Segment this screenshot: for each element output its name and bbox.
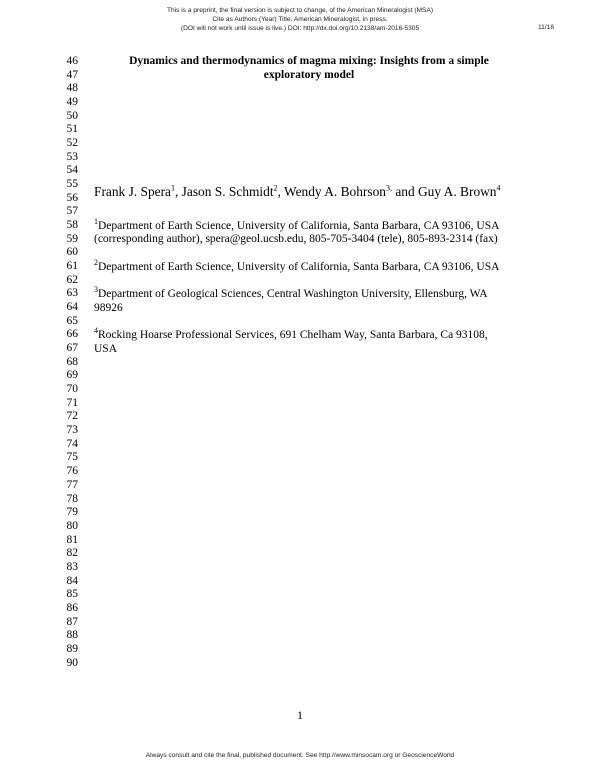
line-number: 55	[66, 178, 78, 191]
line-number: 89	[66, 642, 78, 655]
affiliation-3-line-2: 98926	[94, 301, 123, 314]
author-3: , Wendy A. Bohrson	[277, 184, 386, 199]
line-number: 57	[66, 205, 78, 218]
line-number: 79	[66, 506, 78, 519]
paper-title-line-1: Dynamics and thermodynamics of magma mixing: Insights from a simple	[129, 55, 489, 67]
affiliation-1-text: Department of Earth Science, University of California, Santa Barbara, CA 93106, USA	[98, 219, 500, 232]
affiliation-4-line-1	[94, 326, 488, 343]
line-number: 77	[66, 478, 78, 491]
line-number: 88	[66, 629, 78, 642]
line-number: 70	[66, 383, 78, 396]
affiliation-1-line-1	[94, 216, 500, 234]
paper-title-line-2: exploratory model	[263, 68, 355, 81]
header-line-1: This is a preprint, the final version is subject to change, of the American Mineralogist (MSA)	[166, 7, 434, 14]
line-number: 74	[66, 437, 78, 450]
line-number: 83	[66, 560, 78, 573]
affiliation-1-marker: 1	[94, 216, 98, 226]
line-number: 87	[66, 615, 78, 628]
line-number: 85	[66, 588, 78, 601]
line-number: 67	[66, 342, 78, 355]
line-number: 49	[66, 96, 78, 109]
page-number: 1	[297, 708, 303, 722]
line-number: 71	[66, 396, 78, 409]
line-number-gutter	[48, 55, 78, 670]
line-number: 68	[66, 355, 78, 368]
line-number: 78	[66, 492, 78, 505]
line-number: 69	[66, 369, 78, 382]
line-number: 48	[66, 82, 78, 95]
line-number: 47	[66, 68, 78, 81]
affiliation-3-text: Department of Geological Sciences, Central Washington University, Ellensburg, WA	[98, 288, 488, 301]
line-number: 53	[66, 150, 78, 163]
header-line-3: (DOI will not work until issue is live.) DOI: http://dx.doi.org/10.2138/am-2016-5305	[180, 25, 420, 32]
line-number: 81	[66, 533, 78, 546]
author-4: and Guy A. Brown	[391, 184, 497, 199]
line-number: 76	[66, 465, 78, 478]
page-reference: 11/18	[537, 24, 554, 31]
header-line-2: Cite as Authors (Year) Title. American Mineralogist, in press.	[212, 16, 388, 23]
affiliation-4-line-2: USA	[94, 342, 118, 355]
affiliation-3-line-1	[94, 285, 488, 302]
author-3-affil: 3,	[385, 183, 392, 193]
author-1: Frank J. Spera	[94, 184, 171, 199]
line-number: 59	[66, 232, 78, 245]
line-number: 73	[66, 424, 78, 437]
line-number: 90	[66, 656, 78, 669]
citation-footer: Always consult and cite the final, published document. See http://www.minsocam.org or GeoscienceWorld	[145, 752, 455, 759]
line-number: 50	[66, 109, 78, 122]
affiliation-2-line-1	[94, 257, 500, 275]
author-list	[94, 185, 501, 199]
line-number: 56	[66, 191, 78, 204]
line-number: 46	[66, 55, 78, 67]
author-1-affil: 1	[170, 183, 175, 193]
author-4-affil: 4	[496, 183, 501, 193]
line-number: 60	[66, 246, 78, 259]
line-number: 51	[66, 123, 78, 136]
affiliation-4-text: Rocking Hoarse Professional Services, 691 Chelham Way, Santa Barbara, Ca 93108,	[98, 329, 488, 342]
author-2: , Jason S. Schmidt	[174, 184, 274, 199]
line-number: 54	[66, 164, 78, 177]
affiliation-1-line-2: (corresponding author), spera@geol.ucsb.edu, 805-705-3404 (tele), 805-893-2314 (fax)	[94, 233, 498, 246]
line-number: 52	[66, 137, 78, 150]
line-number: 61	[66, 260, 78, 273]
line-number: 75	[66, 451, 78, 464]
affiliation-3-marker: 3	[94, 285, 98, 295]
affiliation-2-text: Department of Earth Science, University of California, Santa Barbara, CA 93106, USA	[98, 260, 500, 273]
line-number: 62	[66, 273, 78, 286]
author-2-affil: 2	[273, 183, 278, 193]
line-number: 80	[66, 519, 78, 532]
line-number: 63	[66, 287, 78, 300]
preprint-header	[0, 6, 600, 33]
line-number: 58	[66, 219, 78, 232]
line-number: 82	[66, 547, 78, 560]
line-number: 66	[66, 328, 78, 341]
affiliation-2-marker: 2	[94, 257, 98, 267]
affiliation-4-marker: 4	[94, 326, 98, 336]
line-number: 65	[66, 314, 78, 327]
line-number: 64	[66, 301, 78, 314]
line-number: 86	[66, 601, 78, 614]
line-number: 72	[66, 410, 78, 423]
line-number: 84	[66, 574, 78, 587]
